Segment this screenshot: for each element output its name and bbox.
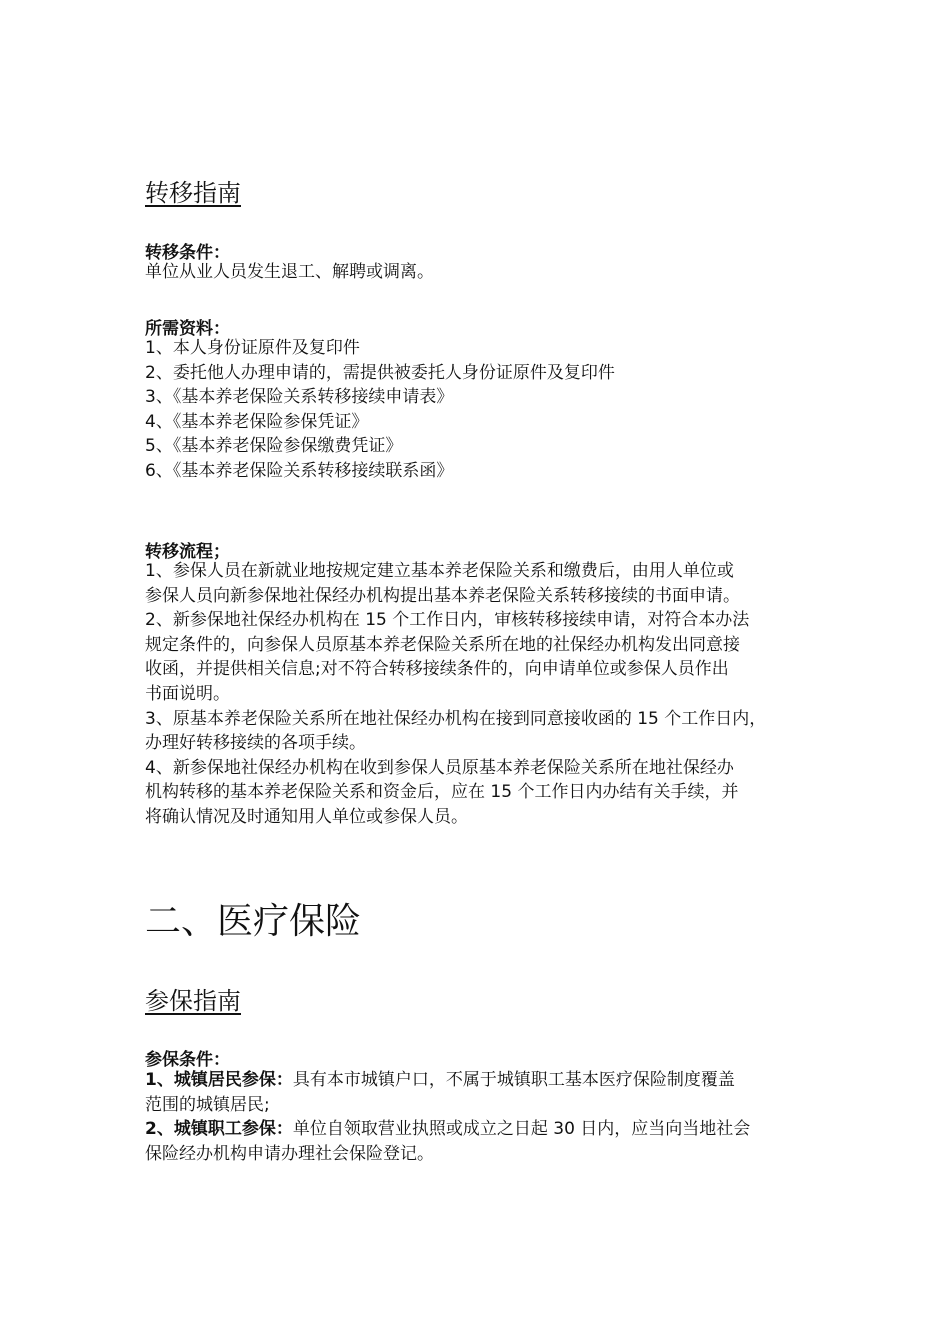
process-text [145, 559, 825, 830]
process-line: 参保人员向新参保地社保经办机构提出基本养老保险关系转移接续的书面申请。 [145, 585, 740, 606]
enroll-line-text: 单位自领取营业执照或成立之日起 30 日内，应当向当地社会 [292, 1119, 751, 1140]
enroll-line-text: 保险经办机构申请办理社会保险登记。 [145, 1143, 434, 1164]
enroll-line [145, 1093, 825, 1118]
enroll-line-bold: 2、城镇职工参保： [145, 1119, 293, 1140]
transfer-conditions-text [145, 260, 825, 285]
enroll-line [145, 1142, 825, 1167]
enroll-conditions-text [145, 1068, 825, 1166]
process-line: 办理好转移接续的各项手续。 [145, 733, 366, 754]
materials-label: 所需资料： [145, 319, 230, 339]
enroll-line-text: 范围的城镇居民; [145, 1094, 270, 1115]
enroll-conditions-label: 参保条件： [145, 1050, 230, 1070]
list-item: 1、本人身份证原件及复印件 [145, 338, 360, 358]
list-item: 6、《基本养老保险关系转移接续联系函》 [145, 460, 454, 481]
medical-insurance-title: 二、医疗保险 [145, 901, 362, 942]
transfer-conditions-label: 转移条件： [145, 243, 230, 263]
enroll-guide-heading: 参保指南 [145, 987, 241, 1015]
process-line: 收函，并提供相关信息;对不符合转移接续条件的，向申请单位或参保人员作出 [145, 659, 729, 680]
process-line: 1、参保人员在新就业地按规定建立基本养老保险关系和缴费后，由用人单位或 [145, 561, 734, 581]
list-item: 5、《基本养老保险参保缴费凭证》 [145, 436, 403, 457]
process-line: 2、新参保地社保经办机构在 15 个工作日内，审核转移接续申请，对符合本办法 [145, 610, 750, 631]
process-line: 将确认情况及时通知用人单位或参保人员。 [145, 806, 468, 827]
enroll-line-bold: 1、城镇居民参保： [145, 1070, 293, 1090]
process-line: 机构转移的基本养老保险关系和资金后，应在 15 个工作日内办结有关手续，并 [145, 782, 739, 803]
process-line: 3、原基本养老保险关系所在地社保经办机构在接到同意接收函的 15 个工作日内， [145, 708, 767, 729]
enroll-line [145, 1068, 825, 1093]
process-line: 规定条件的，向参保人员原基本养老保险关系所在地的社保经办机构发出同意接 [145, 634, 740, 655]
enroll-line-text: 具有本市城镇户口，不属于城镇职工基本医疗保险制度覆盖 [292, 1070, 735, 1090]
process-label: 转移流程； [145, 542, 230, 562]
list-item: 3、《基本养老保险关系转移接续申请表》 [145, 387, 454, 408]
process-line: 书面说明。 [145, 683, 230, 704]
process-line: 4、新参保地社保经办机构在收到参保人员原基本养老保险关系所在地社保经办 [145, 757, 734, 778]
list-item: 4、《基本养老保险参保凭证》 [145, 411, 369, 432]
list-item: 2、委托他人办理申请的，需提供被委托人身份证原件及复印件 [145, 362, 615, 383]
transfer-guide-heading: 转移指南 [145, 179, 241, 207]
materials-list [145, 336, 825, 484]
enroll-line [145, 1117, 825, 1142]
conditions-line: 单位从业人员发生退工、解聘或调离。 [145, 262, 434, 282]
